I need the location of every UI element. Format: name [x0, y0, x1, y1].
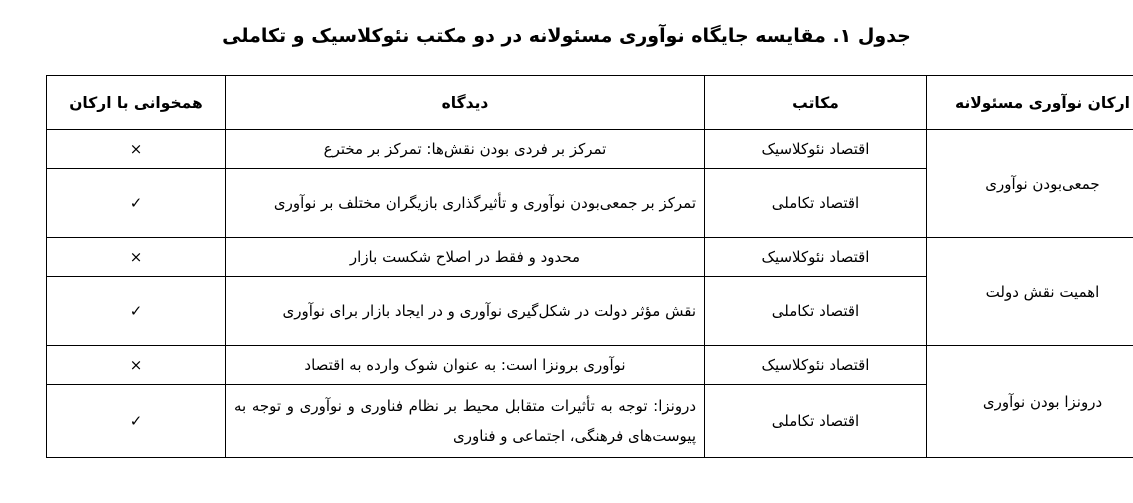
header-viewpoint: دیدگاه: [226, 76, 705, 130]
viewpoint-cell: تمرکز بر فردی بودن نقش‌ها: تمرکز بر مخترع: [226, 130, 705, 169]
check-mark-icon: ✓: [47, 277, 226, 346]
viewpoint-cell: نقش مؤثر دولت در شکل‌گیری نوآوری و در ایجاد بازار برای نوآوری: [226, 277, 705, 346]
table-header-row: [47, 76, 1133, 130]
table-row: [47, 238, 1133, 277]
cross-mark-icon: ×: [47, 130, 226, 169]
cross-mark-icon: ×: [47, 346, 226, 385]
pillar-cell: درونزا بودن نوآوری: [927, 346, 1133, 458]
pillar-cell: اهمیت نقش دولت: [927, 238, 1133, 346]
header-pillars: ارکان نوآوری مسئولانه: [927, 76, 1133, 130]
check-mark-icon: ✓: [47, 385, 226, 458]
school-cell: اقتصاد تکاملی: [705, 277, 927, 346]
viewpoint-cell: درونزا: توجه به تأثیرات متقابل محیط بر نظام فناوری و نوآوری و توجه به پیوست‌های فرهنگی، اجتماعی و فناوری: [226, 385, 705, 458]
school-cell: اقتصاد نئوکلاسیک: [705, 130, 927, 169]
check-mark-icon: ✓: [47, 169, 226, 238]
viewpoint-cell: محدود و فقط در اصلاح شکست بازار: [226, 238, 705, 277]
school-cell: اقتصاد تکاملی: [705, 385, 927, 458]
school-cell: اقتصاد نئوکلاسیک: [705, 238, 927, 277]
pillar-cell: جمعی‌بودن نوآوری: [927, 130, 1133, 238]
school-cell: اقتصاد تکاملی: [705, 169, 927, 238]
table-caption: جدول ۱. مقایسه جایگاه نوآوری مسئولانه در دو مکتب نئوکلاسیک و تکاملی: [222, 25, 911, 47]
header-alignment: همخوانی با ارکان: [47, 76, 226, 130]
comparison-table: [46, 75, 1133, 458]
school-cell: اقتصاد نئوکلاسیک: [705, 346, 927, 385]
viewpoint-cell: تمرکز بر جمعی‌بودن نوآوری و تأثیرگذاری بازیگران مختلف بر نوآوری: [226, 169, 705, 238]
table-row: [47, 346, 1133, 385]
cross-mark-icon: ×: [47, 238, 226, 277]
viewpoint-cell: نوآوری برونزا است: به عنوان شوک وارده به اقتصاد: [226, 346, 705, 385]
table-row: [47, 130, 1133, 169]
header-schools: مکاتب: [705, 76, 927, 130]
